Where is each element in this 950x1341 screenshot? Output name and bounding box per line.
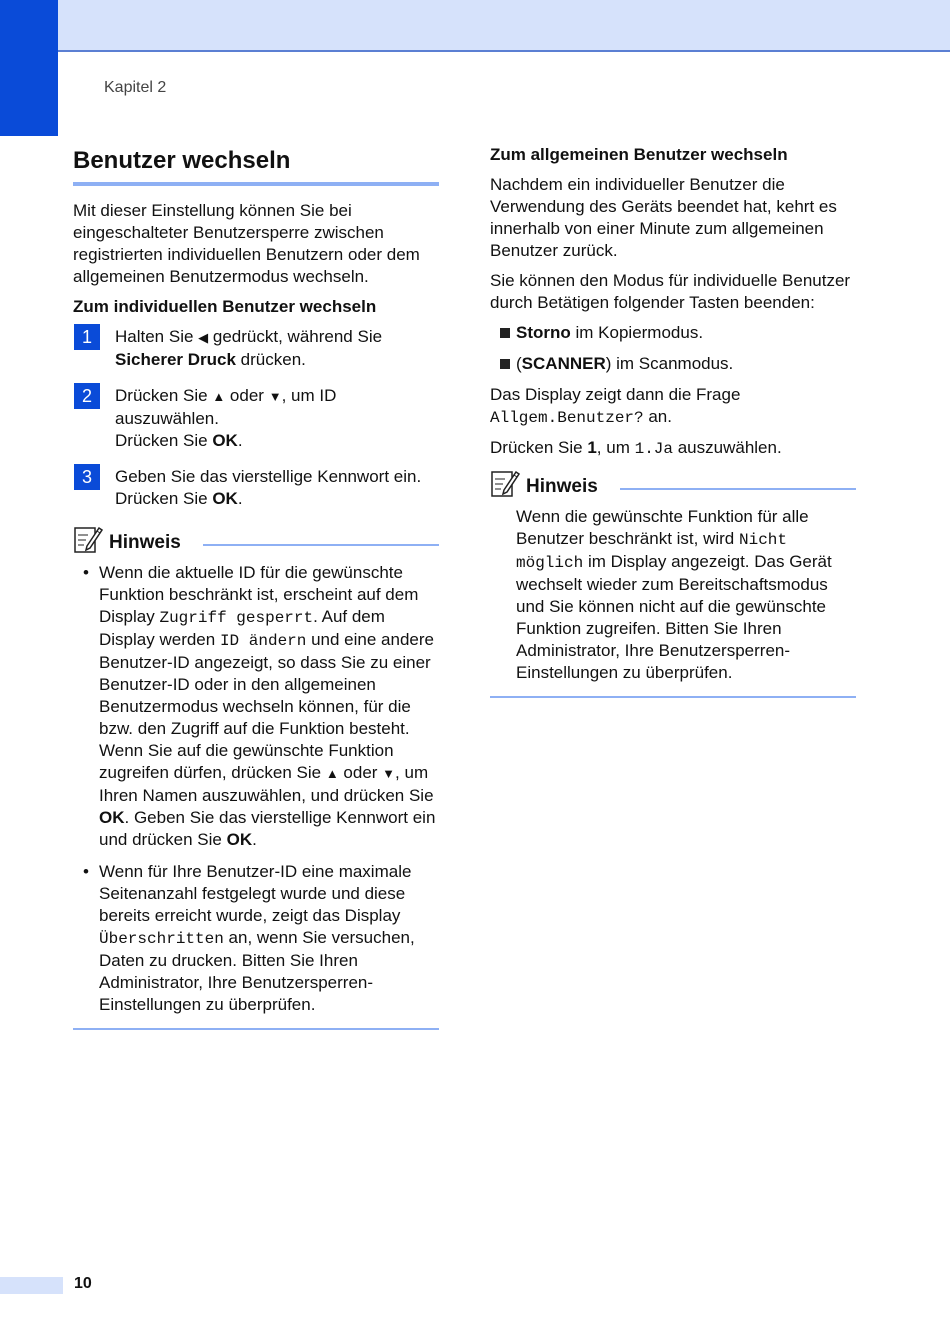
subheading-general: Zum allgemeinen Benutzer wechseln	[490, 145, 788, 164]
right-paragraph-4: Drücken Sie 1, um 1.Ja auszuwählen.	[490, 438, 782, 458]
note-title-right: Hinweis	[526, 476, 598, 497]
step-number-3: 3	[74, 464, 100, 490]
chapter-label: Kapitel 2	[104, 79, 167, 96]
subheading-individual: Zum individuellen Benutzer wechseln	[73, 297, 377, 316]
note-pencil-icon	[490, 468, 520, 498]
note-bullet-2: • Wenn für Ihre Benutzer-ID eine maximale Seitenanzahl festgelegt wurde und diese bereits erreicht wurde, zeigt das Display Überschritten an, wenn Sie versuchen, Daten zu drucken. Bitten Sie Ihren Administrator, Ihre Benutzersperren-Einstellungen zu überprüfen.	[83, 862, 415, 1014]
note-header-right	[490, 468, 856, 502]
down-arrow-icon: ▼	[382, 766, 396, 781]
title-rule	[73, 182, 439, 186]
note-pencil-icon	[73, 524, 103, 554]
note-title-left: Hinweis	[109, 532, 181, 553]
up-arrow-icon: ▲	[325, 766, 339, 781]
note-rule-left	[203, 544, 439, 546]
left-arrow-icon: ◀	[198, 330, 209, 345]
footer-band	[0, 1277, 63, 1294]
bullet-dot: •	[83, 862, 89, 881]
step-number-2: 2	[74, 383, 100, 409]
right-column	[490, 144, 856, 698]
note-bullet-1: • Wenn die aktuelle ID für die gewünschte Funktion beschränkt ist, erscheint auf dem Display Zugriff gesperrt. Auf dem Display werden ID ändern und eine andere Benutzer-ID angezeigt, so dass Sie zu einer Benutzer-ID oder in den allgemeinen Benutzermodus wechseln können, für die bzw. den Zugriff auf die Funktion besteht. Wenn Sie auf die gewünschte Funktion zugreifen dürfen, drücken Sie ▲ oder ▼, um Ihren Namen auszuwählen, und drücken Sie OK. Geben Sie das vierstellige Kennwort ein und drücken Sie OK.	[83, 563, 436, 849]
header-band	[0, 0, 950, 52]
note-body-left	[73, 562, 439, 1016]
chapter-tab	[0, 0, 58, 136]
right-paragraph-3: Das Display zeigt dann die Frage Allgem.Benutzer? an.	[490, 385, 741, 427]
note-body-right: Wenn die gewünschte Funktion für alle Benutzer beschränkt ist, wird Nicht möglich im Display angezeigt. Das Gerät wechselt wieder zum Bereitschaftsmodus und Sie können nicht auf die gewünschte Funktion zugreifen. Bitten Sie Ihren Administrator, Ihre Benutzersperren-Einstellungen zu überprüfen.	[516, 507, 832, 682]
step-number-1: 1	[74, 324, 100, 350]
step-2: 2 Drücken Sie ▲ oder ▼, um ID auszuwählen. Drücken Sie OK.	[73, 385, 439, 452]
left-column	[73, 140, 439, 1030]
page-number: 10	[74, 1275, 92, 1292]
bullet-dot: •	[83, 563, 89, 582]
header-rule	[58, 50, 950, 52]
list-item-scanner: (SCANNER) im Scanmodus.	[490, 353, 856, 375]
square-bullet-icon	[500, 328, 510, 338]
right-paragraph-2: Sie können den Modus für individuelle Benutzer durch Betätigen folgender Tasten beenden:	[490, 271, 851, 312]
square-bullet-icon	[500, 359, 510, 369]
note-header-left	[73, 524, 439, 558]
down-arrow-icon: ▼	[268, 389, 282, 404]
note-end-rule-right	[490, 696, 856, 698]
step-1: 1 Halten Sie ◀ gedrückt, während Sie Sicherer Druck drücken.	[73, 326, 439, 371]
list-item-storno: Storno im Kopiermodus.	[490, 322, 856, 344]
up-arrow-icon: ▲	[212, 389, 226, 404]
note-rule-right	[620, 488, 856, 490]
note-end-rule-left	[73, 1028, 439, 1030]
page-title: Benutzer wechseln	[73, 147, 291, 174]
right-paragraph-1: Nachdem ein individueller Benutzer die Verwendung des Geräts beendet hat, kehrt es innerhalb von einer Minute zum allgemeinen Benutzer zurück.	[490, 175, 837, 260]
intro-paragraph: Mit dieser Einstellung können Sie bei eingeschalteter Benutzersperre zwischen registrierten individuellen Benutzern oder dem allgemeinen Benutzermodus wechseln.	[73, 201, 420, 286]
step-3: 3 Geben Sie das vierstellige Kennwort ein. Drücken Sie OK.	[73, 466, 439, 510]
